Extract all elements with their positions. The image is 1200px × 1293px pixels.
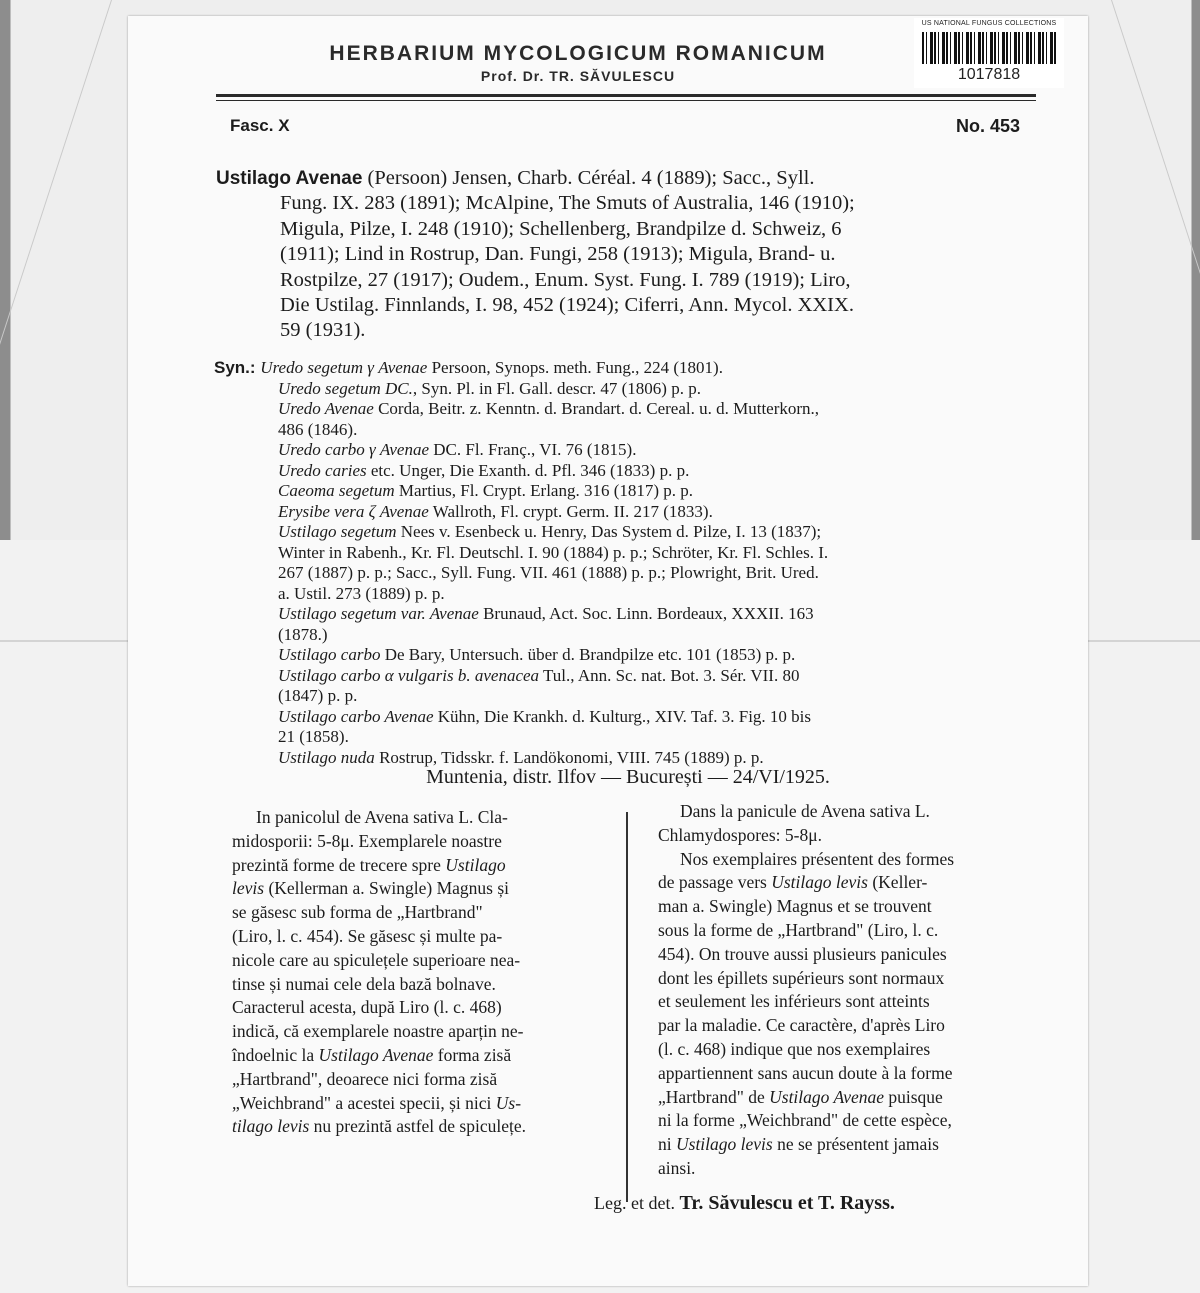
synonym-citation: Wallroth, Fl. crypt. Germ. II. 217 (1833). xyxy=(428,501,713,521)
header-rule xyxy=(216,94,1036,97)
romanian-text: Us- xyxy=(495,1092,522,1113)
french-line xyxy=(658,1062,1043,1086)
synonym-name: Uredo segetum DC. xyxy=(278,378,413,398)
synonym-name: Uredo caries xyxy=(278,460,367,480)
synonym-line xyxy=(214,358,1064,379)
romanian-text: midosporii: 5-8μ. Exemplarele noastre xyxy=(232,830,502,851)
barcode-icon xyxy=(922,32,1056,64)
french-text: 454). On trouve aussi plusieurs panicules xyxy=(658,943,947,964)
french-line xyxy=(658,1086,1043,1110)
synonym-name: Ustilago carbo Avenae xyxy=(278,706,434,726)
synonym-line xyxy=(214,481,1064,502)
french-text: de passage vers xyxy=(658,872,772,893)
french-text: Ustilago levis xyxy=(676,1134,773,1155)
romanian-line xyxy=(232,1020,602,1044)
species-text: Rostpilze, 27 (1917); Oudem., Enum. Syst. Fung. I. 789 (1919); Liro, xyxy=(280,268,851,291)
romanian-text: nu prezintă astfel de spiculețe. xyxy=(309,1116,526,1137)
french-line xyxy=(658,990,1043,1014)
synonym-line xyxy=(214,707,1064,728)
species-text: (1911); Lind in Rostrup, Dan. Fungi, 258 (1913); Migula, Brand- u. xyxy=(280,243,836,266)
romanian-line xyxy=(232,1092,602,1116)
synonym-name: Uredo segetum γ Avenae xyxy=(260,358,428,377)
romanian-line xyxy=(232,1115,602,1139)
french-text: par la maladie. Ce caractère, d'après Liro xyxy=(658,1015,945,1036)
french-line xyxy=(658,871,1043,895)
synonym-line xyxy=(214,420,1064,441)
herbarium-curator: Prof. Dr. TR. SĂVULESCU xyxy=(480,68,676,84)
flap-fold-right xyxy=(1111,0,1200,540)
synonym-line xyxy=(214,563,1064,584)
synonym-citation: etc. Unger, Die Exanth. d. Pfl. 346 (1833) p. p. xyxy=(366,460,690,480)
french-text: (l. c. 468) indique que nos exemplaires xyxy=(658,1038,931,1059)
romanian-text: Caracterul acesta, după Liro (l. c. 468) xyxy=(232,997,502,1018)
synonym-name: Ustilago carbo α vulgaris b. avenacea xyxy=(278,665,540,685)
synonym-name: Ustilago nuda xyxy=(278,747,375,767)
french-line xyxy=(658,1133,1043,1157)
romanian-line xyxy=(232,973,602,997)
romanian-line xyxy=(232,854,602,878)
specimen-number: No. 453 xyxy=(955,116,1020,136)
synonym-line xyxy=(214,461,1064,482)
french-text: ni xyxy=(658,1134,676,1155)
french-text: dont les épillets supérieurs sont normaux xyxy=(658,967,945,988)
synonym-citation: Nees v. Esenbeck u. Henry, Das System d. Pilze, I. 13 (1837); xyxy=(396,522,822,541)
french-line xyxy=(658,1109,1043,1133)
synonym-name: Ustilago carbo xyxy=(278,645,381,664)
column-divider xyxy=(626,812,628,1202)
synonym-citation: Martius, Fl. Crypt. Erlang. 316 (1817) p. p. xyxy=(394,481,694,500)
romanian-line xyxy=(232,830,602,854)
romanian-text: se găsesc sub forma de „Hartbrand" xyxy=(232,902,483,923)
romanian-line xyxy=(232,949,602,973)
species-text: 59 (1931). xyxy=(280,319,366,342)
romanian-text: tilago levis xyxy=(232,1116,310,1137)
species-text: Fung. IX. 283 (1891); McAlpine, The Smuts of Australia, 146 (1910); xyxy=(280,192,855,215)
synonyms-list xyxy=(214,358,1064,768)
romanian-text: Ustilago Avenae xyxy=(318,1044,434,1065)
synonym-citation: Persoon, Synops. meth. Fung., 224 (1801). xyxy=(427,358,723,377)
synonyms-label: Syn.: xyxy=(214,358,261,377)
herbarium-label xyxy=(128,16,1088,1286)
romanian-line xyxy=(232,1044,602,1068)
synonym-citation: DC. Fl. Franç., VI. 76 (1815). xyxy=(429,440,637,459)
french-text: ainsi. xyxy=(658,1157,696,1178)
synonym-line xyxy=(214,399,1064,420)
header-rule-thin xyxy=(216,100,1036,101)
synonym-citation: 21 (1858). xyxy=(278,727,349,746)
synonym-citation: 267 (1887) p. p.; Sacc., Syll. Fung. VII. 461 (1888) p. p.; Plowright, Brit. Ured. xyxy=(278,563,819,582)
synonym-citation: Rostrup, Tidsskr. f. Landökonomi, VIII. 745 (1889) p. p. xyxy=(374,747,764,767)
synonym-line xyxy=(214,604,1064,625)
french-line xyxy=(658,895,1043,919)
romanian-text: prezintă forme de trecere spre xyxy=(232,854,446,875)
french-text: appartiennent sans aucun doute à la forme xyxy=(658,1062,953,1083)
french-text: (Keller- xyxy=(867,872,928,893)
synonym-line xyxy=(214,522,1064,543)
synonym-line xyxy=(214,666,1064,687)
romanian-text: „Hartbrand", deoarece nici forma zisă xyxy=(232,1068,498,1089)
species-citation xyxy=(216,166,1056,344)
synonym-citation: Winter in Rabenh., Kr. Fl. Deutschl. I. 90 (1884) p. p.; Schröter, Kr. Fl. Schles. I. xyxy=(278,542,829,562)
romanian-text: forma zisă xyxy=(433,1044,512,1065)
species-line xyxy=(216,242,1056,267)
fascicle: Fasc. X xyxy=(230,116,290,135)
synonym-citation: a. Ustil. 273 (1889) p. p. xyxy=(278,583,445,603)
synonym-citation: De Bary, Untersuch. über d. Brandpilze etc. 101 (1853) p. p. xyxy=(380,645,796,664)
species-line xyxy=(216,318,1056,343)
french-text: man a. Swingle) Magnus et se trouvent xyxy=(658,896,932,917)
french-text: „Hartbrand" de xyxy=(658,1086,770,1107)
synonym-name: Ustilago segetum var. Avenae xyxy=(278,604,479,623)
herbarium-title: HERBARIUM MYCOLOGICUM ROMANICUM xyxy=(329,42,827,65)
species-text: Die Ustilag. Finnlands, I. 98, 452 (1924); Ciferri, Ann. Mycol. XXIX. xyxy=(280,294,854,317)
french-text: Nos exemplaires présentent des formes xyxy=(680,848,955,869)
french-text: et seulement les inférieurs sont atteints xyxy=(658,991,930,1012)
species-line xyxy=(216,268,1056,293)
species-line xyxy=(216,293,1056,318)
french-line xyxy=(658,824,1043,848)
barcode-number: 1017818 xyxy=(957,66,1021,83)
synonym-line xyxy=(214,543,1064,564)
synonym-name: Uredo carbo γ Avenae xyxy=(278,440,429,459)
romanian-text: Ustilago xyxy=(445,854,506,875)
species-line xyxy=(216,217,1056,242)
french-line xyxy=(658,1157,1043,1181)
synonym-citation: , Syn. Pl. in Fl. Gall. descr. 47 (1806) p. p. xyxy=(412,378,701,398)
synonym-line xyxy=(214,686,1064,707)
romanian-line xyxy=(232,806,602,830)
french-text: Ustilago Avenae xyxy=(769,1086,884,1107)
flap-fold-left xyxy=(0,0,112,540)
french-line xyxy=(658,848,1043,872)
french-text: puisque xyxy=(884,1086,943,1107)
romanian-text: nicole care au spiculețele superioare nea- xyxy=(232,949,521,970)
barcode-sticker xyxy=(914,18,1064,88)
synonym-line xyxy=(214,645,1064,666)
romanian-line xyxy=(232,996,602,1020)
species-text: (Persoon) Jensen, Charb. Céréal. 4 (1889); Sacc., Syll. xyxy=(362,167,815,189)
synonym-citation: Corda, Beitr. z. Kenntn. d. Brandart. d. Cereal. u. d. Mutterkorn., xyxy=(373,399,820,418)
synonym-citation: (1847) p. p. xyxy=(278,686,358,705)
romanian-text: In panicolul de Avena sativa L. Cla- xyxy=(256,807,508,827)
collector-names: Tr. Săvulescu et T. Rayss. xyxy=(679,1192,895,1214)
french-line xyxy=(658,943,1043,967)
synonym-name: Erysibe vera ζ Avenae xyxy=(278,501,429,521)
romanian-line xyxy=(232,925,602,949)
collector-signature xyxy=(594,1192,895,1215)
synonym-line xyxy=(214,379,1064,400)
romanian-text: tinse și numai cele dela bază bolnave. xyxy=(232,973,496,994)
synonym-line xyxy=(214,584,1064,605)
french-line xyxy=(658,800,1043,824)
synonym-citation: Kühn, Die Krankh. d. Kulturg., XIV. Taf. 3. Fig. 10 bis xyxy=(433,706,812,726)
synonym-citation: Tul., Ann. Sc. nat. Bot. 3. Sér. VII. 80 xyxy=(539,665,800,685)
synonym-line xyxy=(214,727,1064,748)
barcode-org: US NATIONAL FUNGUS COLLECTIONS xyxy=(921,20,1057,27)
species-name: Ustilago Avenae xyxy=(216,168,363,189)
french-text: sous la forme de „Hartbrand" (Liro, l. c. xyxy=(658,919,939,940)
french-text: Ustilago levis xyxy=(771,872,868,893)
locality: Muntenia, distr. Ilfov — București — 24/VI/1925. xyxy=(426,766,830,788)
species-line xyxy=(216,191,1056,216)
description-french xyxy=(658,800,1043,1181)
romanian-text: (Kellerman a. Swingle) Magnus și xyxy=(264,878,510,899)
signature-prefix: Leg. et det. xyxy=(594,1193,680,1213)
synonym-citation: 486 (1846). xyxy=(278,419,358,439)
french-line xyxy=(658,967,1043,991)
romanian-text: îndoelnic la xyxy=(232,1044,319,1065)
french-text: ne se présentent jamais xyxy=(772,1134,939,1155)
synonym-line xyxy=(214,625,1064,646)
romanian-text: levis xyxy=(232,878,265,899)
romanian-text: „Weichbrand" a acestei specii, și nici xyxy=(232,1092,496,1113)
synonym-name: Uredo Avenae xyxy=(278,399,374,418)
synonym-line xyxy=(214,748,1064,769)
french-text: Dans la panicule de Avena sativa L. xyxy=(680,801,930,821)
french-line xyxy=(658,1038,1043,1062)
synonym-line xyxy=(214,502,1064,523)
french-text: ni la forme „Weichbrand" de cette espèce, xyxy=(658,1110,952,1131)
synonym-name: Caeoma segetum xyxy=(278,481,395,500)
romanian-line xyxy=(232,1068,602,1092)
french-text: Chlamydospores: 5-8μ. xyxy=(658,824,822,845)
french-line xyxy=(658,919,1043,943)
synonym-line xyxy=(214,440,1064,461)
french-line xyxy=(658,1014,1043,1038)
synonym-name: Ustilago segetum xyxy=(278,522,397,541)
species-text: Migula, Pilze, I. 248 (1910); Schellenberg, Brandpilze d. Schweiz, 6 xyxy=(280,217,842,240)
romanian-line xyxy=(232,877,602,901)
synonym-citation: Brunaud, Act. Soc. Linn. Bordeaux, XXXII. 163 xyxy=(478,604,814,623)
species-line xyxy=(216,166,1056,191)
romanian-text: (Liro, l. c. 454). Se găsesc și multe pa- xyxy=(232,925,503,946)
romanian-text: indică, că exemplarele noastre aparțin ne- xyxy=(232,1021,524,1042)
description-romanian xyxy=(232,806,602,1139)
synonym-citation: (1878.) xyxy=(278,624,328,644)
romanian-line xyxy=(232,901,602,925)
